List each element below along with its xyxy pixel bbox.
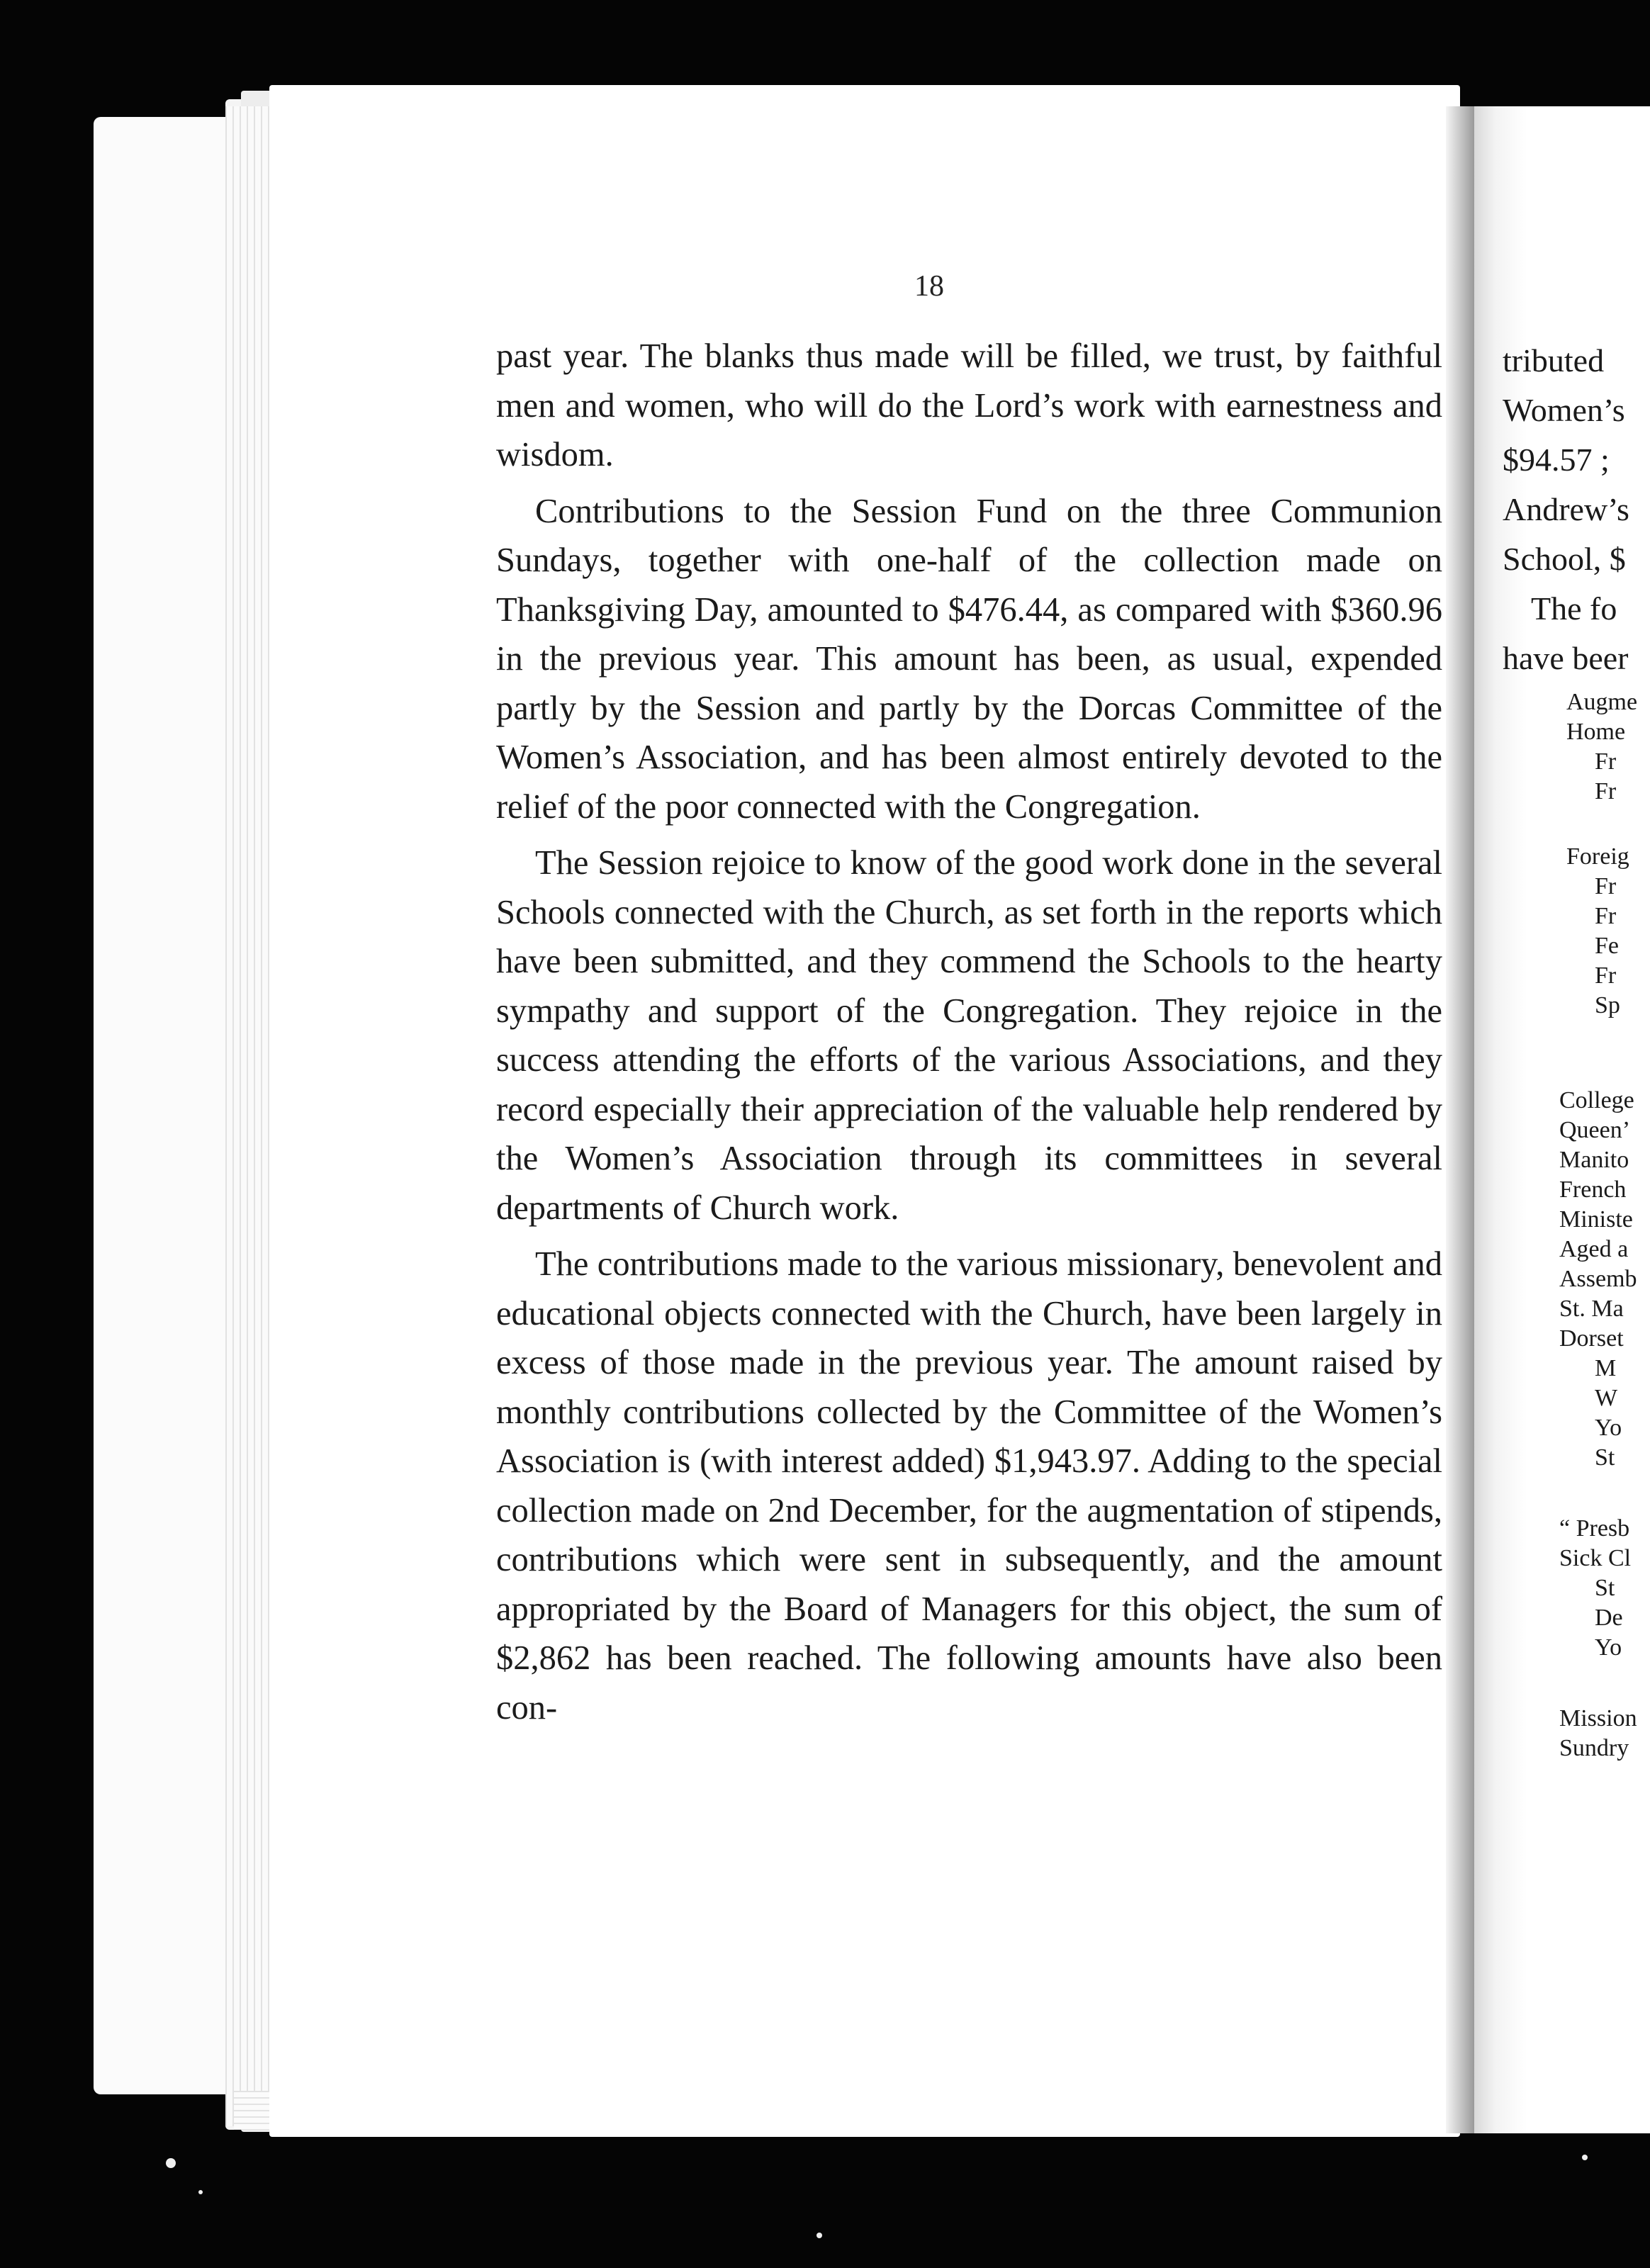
facing-list-item: Manito <box>1559 1147 1629 1173</box>
facing-list-item: Yo <box>1595 1415 1622 1441</box>
facing-line: $94.57 ; <box>1503 442 1610 478</box>
facing-list-item: College <box>1559 1087 1634 1113</box>
paragraph-3: The Session rejoice to know of the good work done in the several Schools connected with the Church, as set forth in the reports which have been submitted, and they commend the Schools to the hearty sympathy and support of the Congregation. They rejoice in the success attending the efforts of the various Associations, and they record especially their appreciation of the valuable help rendered by the Women’s Association through its committees in several departments of Church work. <box>496 844 1442 1227</box>
facing-list-item: Home <box>1566 719 1626 745</box>
facing-line: School, $ <box>1503 541 1626 577</box>
facing-list-item: Yo <box>1595 1634 1622 1661</box>
facing-list-item: Mission <box>1559 1705 1637 1731</box>
facing-list-item: Queen’ <box>1559 1117 1631 1143</box>
page-edges-left <box>225 106 275 2126</box>
facing-list-item: Fr <box>1595 962 1617 989</box>
speck <box>198 2190 203 2194</box>
facing-page <box>1474 106 1650 2133</box>
page-number: 18 <box>914 270 944 303</box>
speck <box>166 2158 176 2168</box>
facing-list-item: Fe <box>1595 933 1619 959</box>
facing-list-item: Foreig <box>1566 843 1629 870</box>
facing-list-item: Fr <box>1595 748 1617 775</box>
facing-list-item: St <box>1595 1444 1615 1471</box>
facing-list-item: Assemb <box>1559 1266 1637 1292</box>
facing-line: have beer <box>1503 640 1629 676</box>
facing-list-item: Fr <box>1595 903 1617 929</box>
facing-list-item: Fr <box>1595 778 1617 804</box>
paragraph-2: Contributions to the Session Fund on the three Communion Sundays, together with one-half of the collection made on Thanksgiving Day, amounted to $476.44, as compared with $360.96 in the previous year. This amount has been, as usual, expended partly by the Session and partly by the Dorcas Committee of the Women’s Association, and has been almost entirely devoted to the relief of the poor connected with the Congregation. <box>496 492 1442 826</box>
facing-list-item: Dorset <box>1559 1325 1624 1352</box>
facing-list-item: M <box>1595 1355 1617 1381</box>
facing-line: Andrew’s <box>1503 491 1629 527</box>
facing-list-item: Sp <box>1595 992 1620 1018</box>
facing-list-item: W <box>1595 1385 1618 1411</box>
facing-line: The fo <box>1531 590 1617 627</box>
page-body <box>496 332 1442 1739</box>
facing-list-item: Augme <box>1566 689 1638 715</box>
facing-list-item: Ministe <box>1559 1206 1633 1233</box>
facing-list-item: Sick Cl <box>1559 1545 1632 1571</box>
facing-list-item: Sundry <box>1559 1735 1629 1761</box>
facing-list-item: De <box>1595 1605 1623 1631</box>
facing-list-item: St <box>1595 1575 1615 1601</box>
speck <box>1582 2155 1588 2160</box>
facing-line: Women’s <box>1503 392 1625 428</box>
facing-line: tributed <box>1503 342 1605 378</box>
facing-list-item: St. Ma <box>1559 1296 1624 1322</box>
facing-list-item: Aged a <box>1559 1236 1629 1262</box>
facing-list-item: French <box>1559 1177 1627 1203</box>
speck <box>816 2233 822 2238</box>
paragraph-1: past year. The blanks thus made will be filled, we trust, by faithful men and women, who will do the Lord’s work with earnestness and wisdom. <box>496 337 1442 473</box>
paragraph-4: The contributions made to the various missionary, benevolent and educational objects connected with the Church, have been largely in excess of those made in the previous year. The amount raised by monthly contributions collected by the Committee of the Women’s Association is (with interest added) $1,943.97. Adding to the special collection made on 2nd December, for the augmentation of stipends, contributions which were sent in subsequently, and the amount appropriated by the Board of Managers for this object, the sum of $2,862 has been reached. The following amounts have also been con- <box>496 1245 1442 1727</box>
facing-list-item: Fr <box>1595 873 1617 899</box>
facing-list-item: “ Presb <box>1559 1515 1630 1542</box>
